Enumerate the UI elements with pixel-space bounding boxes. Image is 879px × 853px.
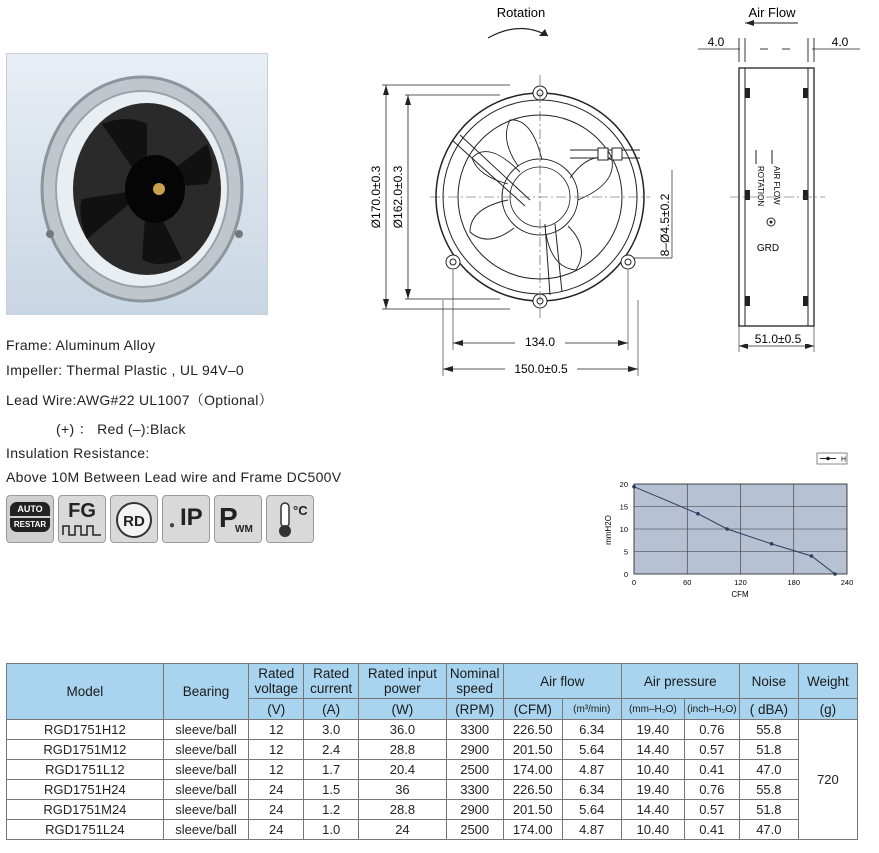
header-bearing: Bearing [163, 664, 249, 720]
table-cell: 0.76 [684, 720, 739, 740]
header-rated-current: Rated current [304, 664, 359, 699]
y-tick-labels [620, 480, 628, 579]
rd-icon [110, 495, 158, 543]
spec-wire-colors: (+) ： Red (–):Black [56, 421, 186, 437]
table-body [7, 720, 858, 840]
side-rotation-text: ROTATION [756, 166, 765, 207]
table-cell: 0.41 [684, 820, 739, 840]
table-cell: 0.76 [684, 780, 739, 800]
header-weight: Weight [798, 664, 857, 699]
table-cell: 1.5 [304, 780, 359, 800]
pwm-wm-label: WM [235, 524, 253, 535]
airflow-label: Air Flow [748, 5, 796, 20]
table-cell: 2500 [446, 820, 503, 840]
dim-depth: 51.0±0.5 [754, 332, 802, 346]
table-cell: 28.8 [359, 740, 447, 760]
table-cell: sleeve/ball [163, 720, 249, 740]
auto-restart-icon [6, 495, 54, 543]
rotation-label: Rotation [496, 5, 546, 20]
table-cell: 0.57 [684, 800, 739, 820]
header-rated-voltage: Rated voltage [249, 664, 304, 699]
table-cell: 1.7 [304, 760, 359, 780]
header-noise: Noise [739, 664, 798, 699]
airflow-arrow-icon [745, 20, 754, 26]
unit-dba: ( dBA) [739, 699, 798, 720]
table-cell: RGD1751H12 [7, 720, 164, 740]
table-cell: 14.40 [621, 800, 684, 820]
table-cell: sleeve/ball [163, 740, 249, 760]
rd-label: RD [116, 502, 152, 538]
table-cell: 2900 [446, 740, 503, 760]
table-cell: 24 [249, 780, 304, 800]
data-point [833, 572, 837, 576]
header-air-flow: Air flow [503, 664, 621, 699]
table-cell: 174.00 [503, 760, 562, 780]
restart-label: RESTAR [10, 518, 50, 532]
y-axis-label: mmH2O [604, 515, 613, 545]
dim-inner-diameter: Ø162.0±0.3 [391, 165, 405, 229]
table-cell: sleeve/ball [163, 760, 249, 780]
table-row [7, 780, 858, 800]
auto-label: AUTO [10, 502, 50, 516]
y-tick-label: 10 [619, 525, 628, 534]
ip-label: IP [180, 504, 203, 531]
table-cell: RGD1751L12 [7, 760, 164, 780]
header-rated-power: Rated input power [359, 664, 447, 699]
unit-mm-h2o: (mm–H₂O) [621, 699, 684, 720]
table-cell: 12 [249, 760, 304, 780]
table-cell: 5.64 [562, 800, 621, 820]
table-cell: 2500 [446, 760, 503, 780]
table-cell: sleeve/ball [163, 800, 249, 820]
table-cell: 226.50 [503, 780, 562, 800]
table-cell: 10.40 [621, 820, 684, 840]
unit-voltage: (V) [249, 699, 304, 720]
table-cell: 55.8 [739, 720, 798, 740]
table-cell: RGD1751M24 [7, 800, 164, 820]
x-tick-label: 240 [840, 578, 854, 587]
table-row [7, 820, 858, 840]
legend-label: H [841, 456, 847, 464]
unit-speed: (RPM) [446, 699, 503, 720]
unit-power: (W) [359, 699, 447, 720]
unit-inch-h2o: (inch–H₂O) [684, 699, 739, 720]
side-airflow-text: AIR FLOW [772, 166, 781, 205]
table-cell: 14.40 [621, 740, 684, 760]
spec-frame: Frame: Aluminum Alloy [6, 337, 156, 353]
x-tick-label: 60 [683, 578, 692, 587]
x-tick-label: 120 [734, 578, 747, 587]
product-photo [6, 53, 268, 315]
pq-curve-chart [590, 448, 865, 603]
table-cell: 174.00 [503, 820, 562, 840]
table-cell: 3300 [446, 720, 503, 740]
table-row [7, 760, 858, 780]
table-cell: 3300 [446, 780, 503, 800]
unit-grams: (g) [798, 699, 857, 720]
dim-left-gap: 4.0 [707, 35, 725, 49]
table-cell: 4.87 [562, 760, 621, 780]
table-cell: 12 [249, 720, 304, 740]
ip-icon: ● IP [162, 495, 210, 543]
table-cell: 6.34 [562, 780, 621, 800]
dim-width: 150.0±0.5 [514, 362, 568, 376]
unit-current: (A) [304, 699, 359, 720]
table-cell: RGD1751M12 [7, 740, 164, 760]
table-cell: 6.34 [562, 720, 621, 740]
data-point [810, 554, 814, 558]
thermometer-icon [266, 495, 314, 543]
x-tick-labels [632, 578, 853, 587]
data-point [725, 527, 729, 531]
table-cell: 24 [249, 800, 304, 820]
dim-mounting-holes: 8–Ø4.5±0.2 [658, 193, 672, 257]
y-tick-label: 20 [619, 480, 628, 489]
weight-cell: 720 [798, 720, 857, 840]
front-view-drawing [350, 0, 720, 390]
table-cell: 19.40 [621, 720, 684, 740]
header-model: Model [7, 664, 164, 720]
table-cell: 201.50 [503, 740, 562, 760]
table-cell: 20.4 [359, 760, 447, 780]
table-cell: 47.0 [739, 760, 798, 780]
y-tick-label: 0 [623, 570, 628, 579]
table-cell: 2.4 [304, 740, 359, 760]
table-cell: 19.40 [621, 780, 684, 800]
table-cell: 47.0 [739, 820, 798, 840]
table-cell: RGD1751L24 [7, 820, 164, 840]
table-cell: 12 [249, 740, 304, 760]
spec-insulation-title: Insulation Resistance: [6, 445, 150, 461]
table-cell: 28.8 [359, 800, 447, 820]
table-cell: 4.87 [562, 820, 621, 840]
table-cell: 2900 [446, 800, 503, 820]
y-tick-label: 15 [619, 502, 628, 512]
table-cell: 201.50 [503, 800, 562, 820]
unit-m3min: (m³/min) [562, 699, 621, 720]
table-row [7, 800, 858, 820]
pwm-icon [214, 495, 262, 543]
data-point [696, 512, 700, 516]
spec-table [6, 663, 858, 840]
table-cell: sleeve/ball [163, 820, 249, 840]
table-cell: 10.40 [621, 760, 684, 780]
unit-cfm: (CFM) [503, 699, 562, 720]
y-tick-label: 5 [623, 547, 628, 557]
header-air-pressure: Air pressure [621, 664, 739, 699]
table-cell: 24 [249, 820, 304, 840]
table-row [7, 720, 858, 740]
header-nominal-speed: Nominal speed [446, 664, 503, 699]
table-cell: 0.57 [684, 740, 739, 760]
dim-right-gap: 4.0 [831, 35, 849, 49]
table-cell: sleeve/ball [163, 780, 249, 800]
square-wave-icon [62, 524, 102, 536]
x-tick-label: 0 [631, 578, 637, 587]
x-axis-label: CFM [731, 590, 749, 599]
table-cell: 51.8 [739, 800, 798, 820]
pwm-p-label: P [219, 502, 238, 533]
side-view-drawing [690, 0, 870, 360]
spec-insulation-value: Above 10M Between Lead wire and Frame DC500V [6, 469, 342, 485]
table-cell: 1.2 [304, 800, 359, 820]
data-point [770, 542, 774, 546]
dim-hole-spacing: 134.0 [524, 335, 556, 349]
table-cell: 51.8 [739, 740, 798, 760]
celsius-label: °C [293, 503, 308, 518]
table-cell: 226.50 [503, 720, 562, 740]
data-point [632, 485, 636, 489]
fan-photo-icon [7, 54, 267, 314]
table-cell: 55.8 [739, 780, 798, 800]
table-cell: 5.64 [562, 740, 621, 760]
fg-label: FG [68, 500, 96, 522]
table-cell: 1.0 [304, 820, 359, 840]
table-cell: 36 [359, 780, 447, 800]
spec-impeller: Impeller: Thermal Plastic , UL 94V–0 [6, 362, 245, 378]
table-cell: 0.41 [684, 760, 739, 780]
table-row [7, 740, 858, 760]
spec-lead-wire: Lead Wire:AWG#22 UL1007（Optional） [6, 392, 273, 408]
dim-outer-diameter: Ø170.0±0.3 [369, 165, 383, 229]
table-cell: 36.0 [359, 720, 447, 740]
table-cell: 3.0 [304, 720, 359, 740]
x-tick-label: 180 [787, 578, 801, 587]
fg-signal-icon [58, 495, 106, 543]
table-cell: 24 [359, 820, 447, 840]
grd-label: GRD [756, 243, 780, 254]
table-cell: RGD1751H24 [7, 780, 164, 800]
